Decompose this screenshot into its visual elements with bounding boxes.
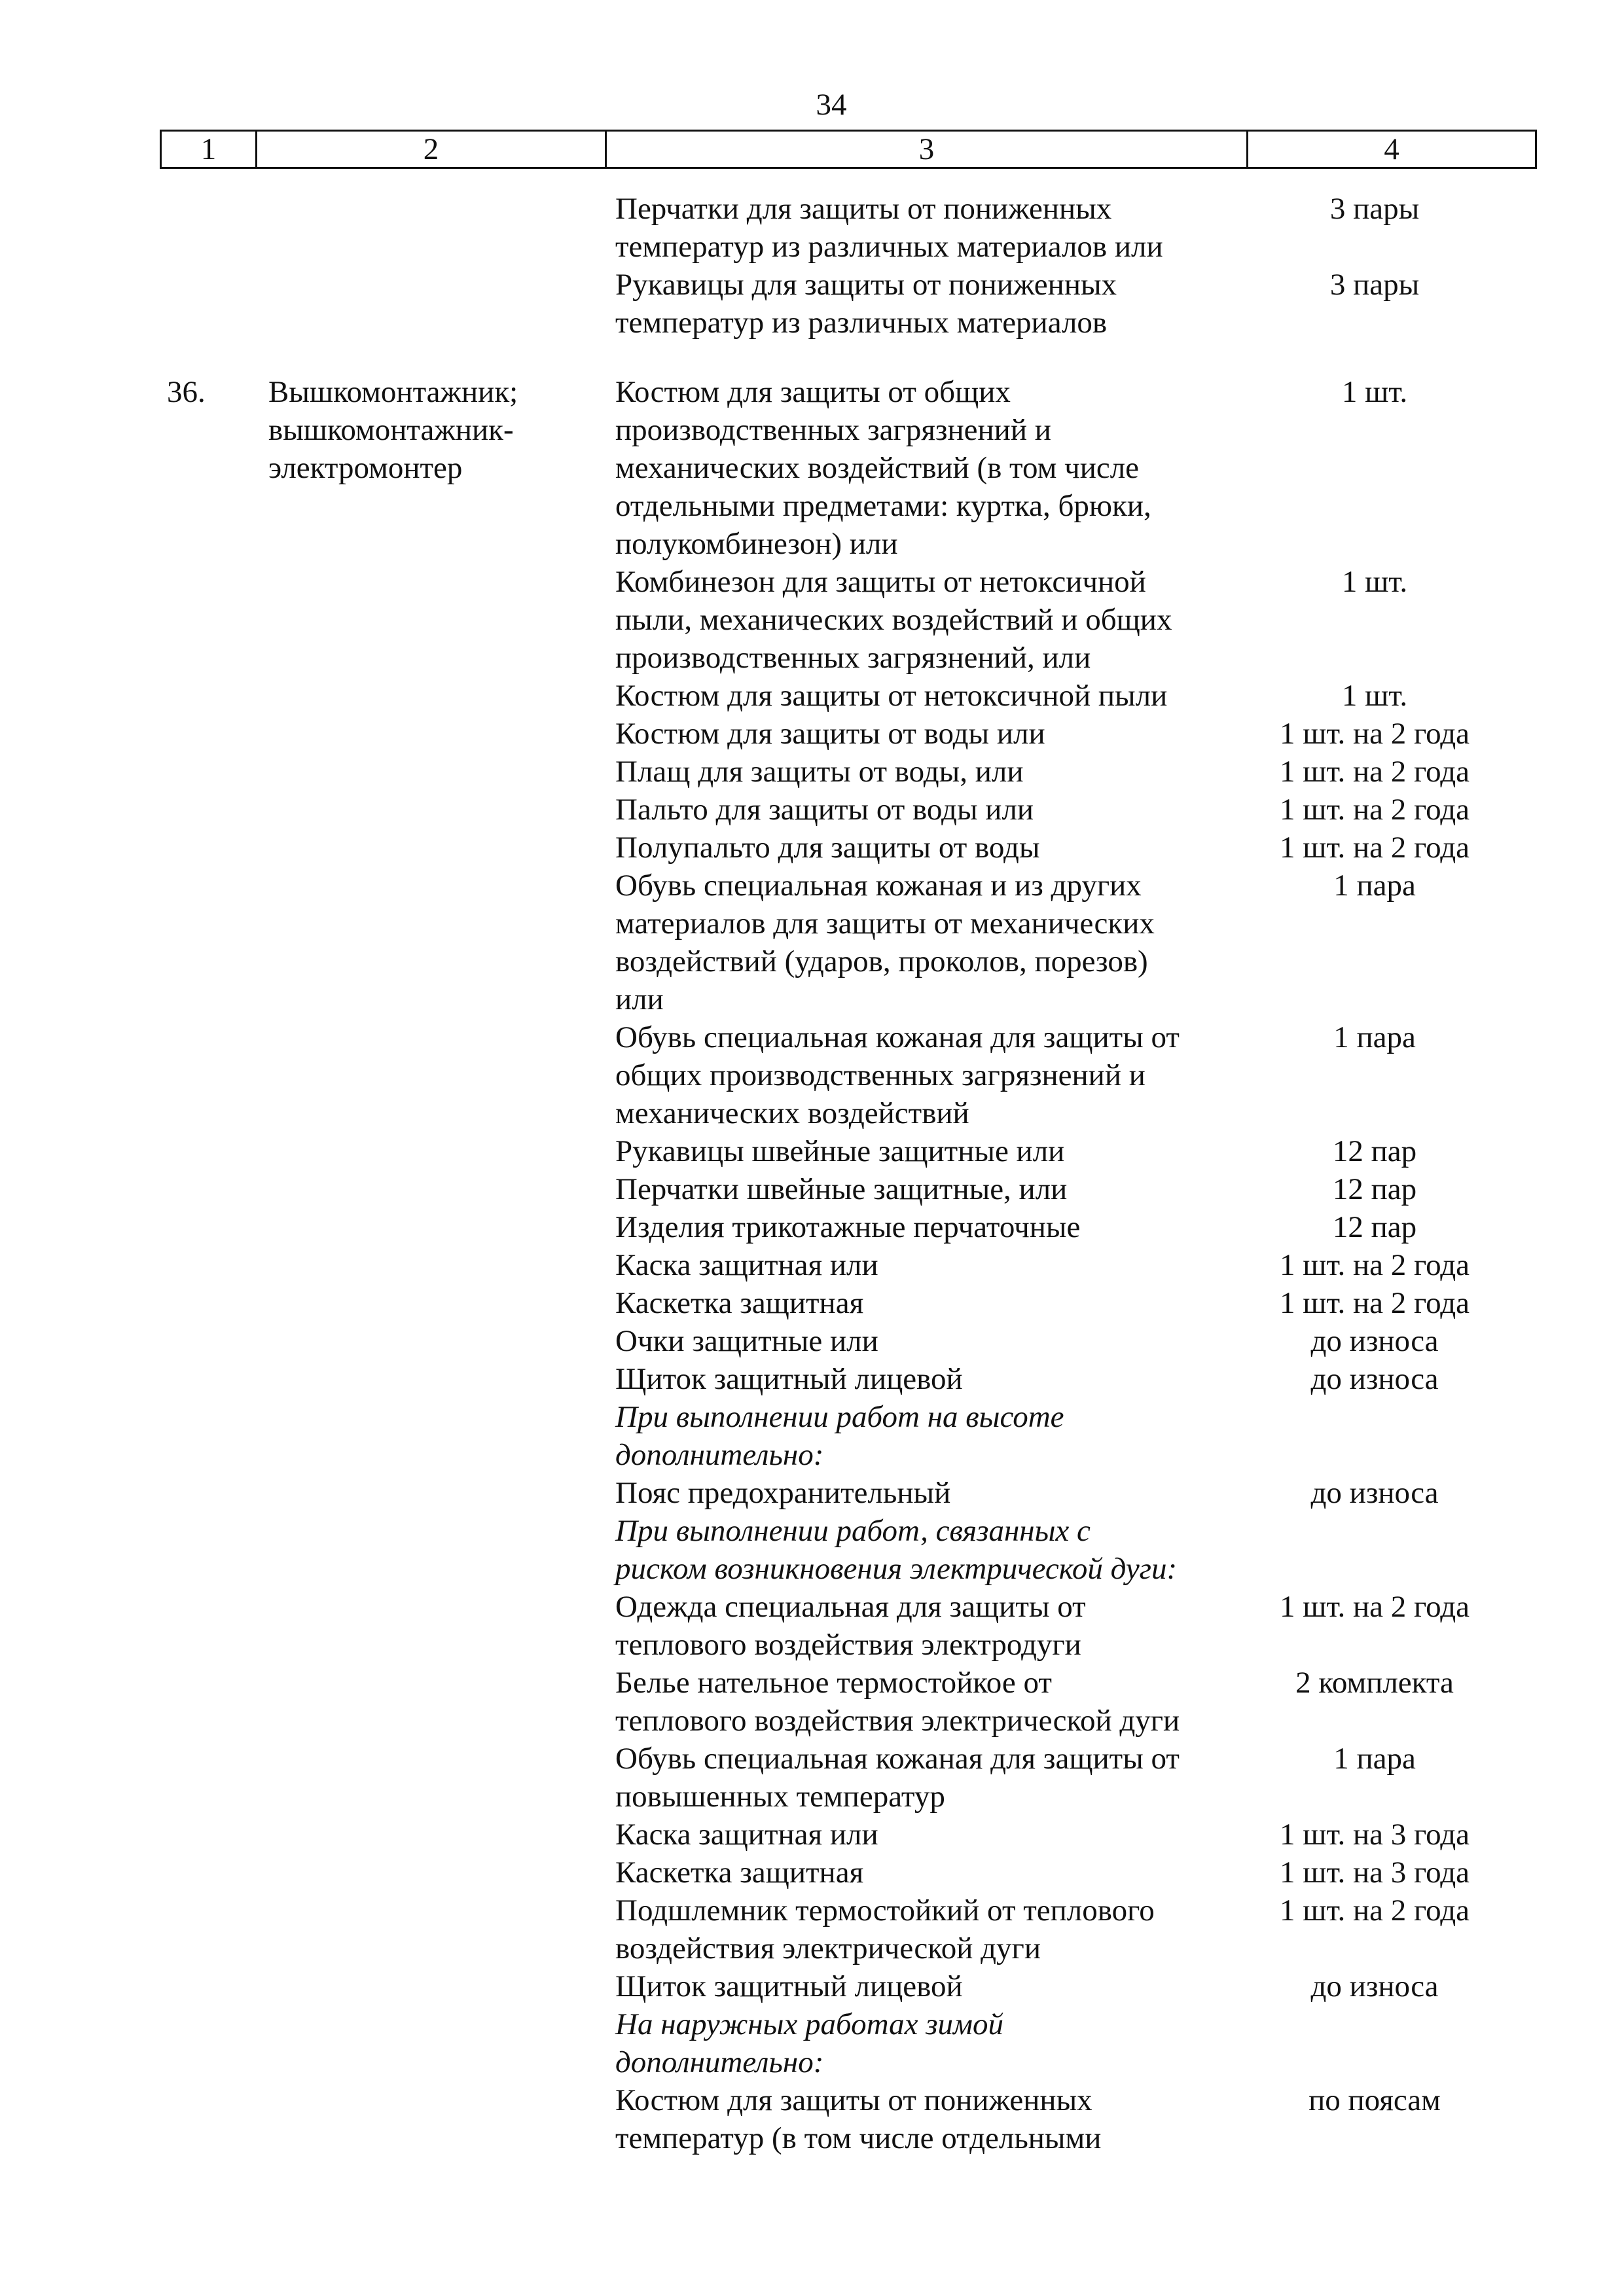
section-note-line: На наружных работах зимой: [615, 2007, 1004, 2041]
item-description-line: температур из различных материалов: [615, 306, 1108, 340]
item-description-line: температур (в том числе отдельными: [615, 2121, 1102, 2155]
section-note-line: риском возникновения электрической дуги:: [615, 1552, 1178, 1586]
item-quantity: 1 шт.: [1341, 679, 1408, 713]
item-description-line: Обувь специальная кожаная и из других: [615, 869, 1142, 903]
item-quantity: 12 пар: [1332, 1134, 1417, 1168]
profession-line: вышкомонтажник-: [268, 413, 514, 447]
item-quantity: 1 шт. на 2 года: [1280, 755, 1470, 789]
item-quantity: 1 пара: [1333, 1020, 1416, 1054]
item-quantity: 1 шт. на 2 года: [1280, 1893, 1470, 1928]
item-description-line: Костюм для защиты от нетоксичной пыли: [615, 679, 1168, 713]
item-quantity: 1 шт. на 3 года: [1280, 1856, 1470, 1890]
item-description-line: повышенных температур: [615, 1780, 945, 1814]
item-quantity: 1 шт. на 2 года: [1280, 831, 1470, 865]
item-description-line: Щиток защитный лицевой: [615, 1362, 963, 1396]
item-quantity: 1 шт. на 3 года: [1280, 1818, 1470, 1852]
item-quantity: 1 пара: [1333, 1742, 1416, 1776]
item-description-line: Перчатки швейные защитные, или: [615, 1172, 1068, 1206]
item-description-line: Костюм для защиты от общих: [615, 375, 1011, 409]
column-header-4: 4: [1384, 132, 1399, 166]
item-description-line: Пальто для защиты от воды или: [615, 793, 1034, 827]
item-description-line: Обувь специальная кожаная для защиты от: [615, 1020, 1180, 1054]
item-quantity: 1 шт. на 2 года: [1280, 793, 1470, 827]
item-description-line: температур из различных материалов или: [615, 230, 1163, 264]
item-description-line: теплового воздействия электрической дуги: [615, 1704, 1180, 1738]
item-quantity: 12 пар: [1332, 1210, 1417, 1244]
item-description-line: Костюм для защиты от воды или: [615, 717, 1045, 751]
item-description-line: Каскетка защитная: [615, 1856, 864, 1890]
item-quantity: 1 шт. на 2 года: [1280, 1248, 1470, 1282]
item-description-line: Обувь специальная кожаная для защиты от: [615, 1742, 1180, 1776]
item-description-line: Рукавицы для защиты от пониженных: [615, 268, 1117, 302]
section-note-line: При выполнении работ на высоте: [615, 1400, 1064, 1434]
item-description-line: Рукавицы швейные защитные или: [615, 1134, 1065, 1168]
item-quantity: до износа: [1310, 1476, 1439, 1510]
item-quantity: 1 шт.: [1341, 375, 1408, 409]
item-quantity: 2 комплекта: [1295, 1666, 1454, 1700]
item-quantity: до износа: [1310, 1324, 1439, 1358]
item-quantity: 3 пары: [1329, 268, 1420, 302]
item-description-line: материалов для защиты от механических: [615, 906, 1155, 941]
item-description-line: Изделия трикотажные перчаточные: [615, 1210, 1081, 1244]
item-quantity: 1 пара: [1333, 869, 1416, 903]
item-quantity: 1 шт. на 2 года: [1280, 717, 1470, 751]
item-quantity: 1 шт. на 2 года: [1280, 1286, 1470, 1320]
item-description-line: или: [615, 982, 664, 1016]
item-description-line: производственных загрязнений и: [615, 413, 1051, 447]
item-description-line: отдельными предметами: куртка, брюки,: [615, 489, 1151, 523]
item-description-line: Плащ для защиты от воды, или: [615, 755, 1024, 789]
item-description-line: Очки защитные или: [615, 1324, 878, 1358]
item-description-line: воздействия электрической дуги: [615, 1931, 1041, 1965]
item-description-line: Пояс предохранительный: [615, 1476, 951, 1510]
item-description-line: полукомбинезон) или: [615, 527, 898, 561]
section-note-line: дополнительно:: [615, 1438, 824, 1472]
section-note-line: При выполнении работ, связанных с: [615, 1514, 1091, 1548]
item-description-line: Костюм для защиты от пониженных: [615, 2083, 1092, 2117]
item-quantity: по поясам: [1308, 2083, 1441, 2117]
item-description-line: производственных загрязнений, или: [615, 641, 1091, 675]
item-quantity: до износа: [1310, 1362, 1439, 1396]
item-description-line: Полупальто для защиты от воды: [615, 831, 1040, 865]
item-description-line: Щиток защитный лицевой: [615, 1969, 963, 2003]
item-description-line: общих производственных загрязнений и: [615, 1058, 1146, 1092]
section-note-line: дополнительно:: [615, 2045, 824, 2079]
profession-line: электромонтер: [268, 451, 463, 485]
column-header-1: 1: [162, 132, 257, 167]
item-quantity: 1 шт. на 2 года: [1280, 1590, 1470, 1624]
entry-number: 36.: [167, 375, 206, 409]
item-description-line: Каскетка защитная: [615, 1286, 864, 1320]
item-description-line: пыли, механических воздействий и общих: [615, 603, 1172, 637]
item-description-line: механических воздействий (в том числе: [615, 451, 1140, 485]
item-description-line: Белье нательное термостойкое от: [615, 1666, 1052, 1700]
item-quantity: до износа: [1310, 1969, 1439, 2003]
item-quantity: 3 пары: [1329, 192, 1420, 226]
item-description-line: Одежда специальная для защиты от: [615, 1590, 1086, 1624]
column-header-row: [160, 130, 1537, 169]
column-header-3: 3: [607, 132, 1248, 167]
item-description-line: Каска защитная или: [615, 1818, 878, 1852]
item-description-line: механических воздействий: [615, 1096, 969, 1130]
item-description-line: воздействий (ударов, проколов, порезов): [615, 944, 1148, 978]
item-description-line: Каска защитная или: [615, 1248, 878, 1282]
item-quantity: 12 пар: [1332, 1172, 1417, 1206]
item-description-line: Перчатки для защиты от пониженных: [615, 192, 1112, 226]
page-number: 34: [816, 88, 847, 122]
item-description-line: теплового воздействия электродуги: [615, 1628, 1081, 1662]
item-quantity: 1 шт.: [1341, 565, 1408, 599]
item-description-line: Комбинезон для защиты от нетоксичной: [615, 565, 1146, 599]
profession-line: Вышкомонтажник;: [268, 375, 518, 409]
item-description-line: Подшлемник термостойкий от теплового: [615, 1893, 1155, 1928]
column-header-2: 2: [257, 132, 607, 167]
